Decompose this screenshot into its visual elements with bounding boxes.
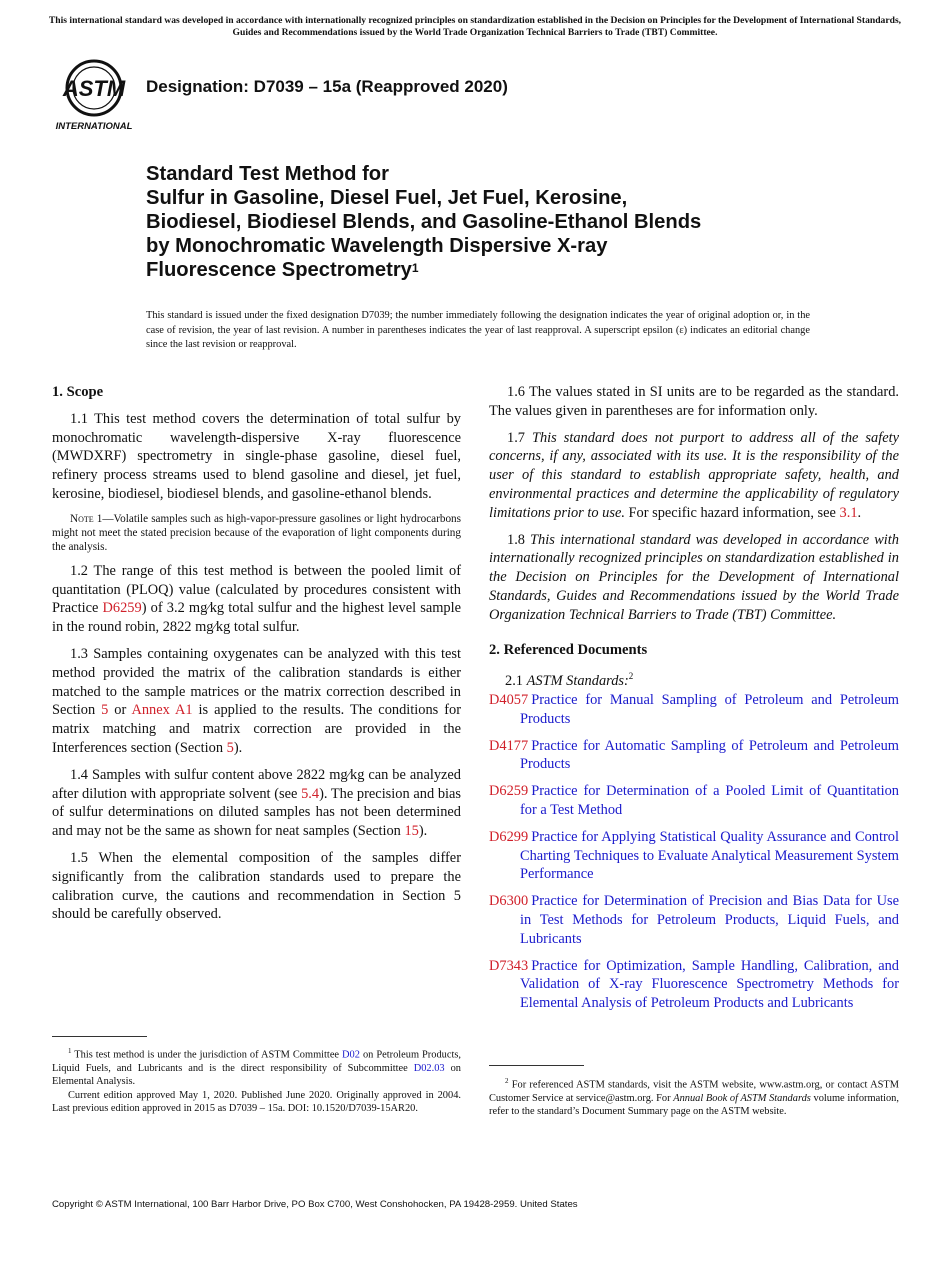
footnote-1-edition: Current edition approved May 1, 2020. Published June 2020. Originally approved in 2004. Last previous edition approved in 2015 as D7039 – 15a. DOI: 10.1520/D7039-15AR20.	[52, 1089, 461, 1115]
title-line-2: Sulfur in Gasoline, Diesel Fuel, Jet Fuel, Kerosine,	[146, 187, 628, 209]
referenced-item	[489, 828, 899, 884]
ref-title-link[interactable]: Practice for Applying Statistical Quality Assurance and Control Charting Techniques to Evaluate Analytical Measurement System Performance	[520, 828, 899, 883]
astm-logo	[54, 58, 134, 132]
footnote-1: $^1$ This test method is under the jurisdiction of ASTM Committee D02 on Petroleum Products, Liquid Fuels, and Lubricants and is the direct responsibility of Subcommittee D02.03 on Elemental Analysis. Current edition approved May 1, 2020. Published June 2020. Originally approved in 2004. Last previous edition approved in 2015 as D7039 – 15a. DOI: 10.1520/D7039-15AR20.	[52, 1047, 461, 1115]
copyright: Copyright © ASTM International, 100 Barr Harbor Drive, PO Box C700, West Conshohocken, PA 19428-2959. United States	[52, 1199, 578, 1210]
referenced-item	[489, 737, 899, 775]
referenced-item	[489, 892, 899, 948]
logo-text: ASTM	[62, 76, 126, 101]
referenced-item	[489, 782, 899, 820]
ref-title-link[interactable]: Practice for Optimization, Sample Handling, Calibration, and Validation of X-ray Fluorescence Spectrometry Methods for Elemental Analysis of Petroleum Products and Lubricants	[520, 957, 899, 1012]
link-section-15[interactable]: 15	[404, 823, 419, 840]
link-d02-03[interactable]: D02.03	[413, 1062, 445, 1074]
ref-code-link[interactable]: D6259	[489, 783, 529, 800]
title-line-4: by Monochromatic Wavelength Dispersive X-ray	[146, 235, 608, 257]
ref-code-link[interactable]: D4057	[489, 691, 529, 708]
ref-code-link[interactable]: D4177	[489, 737, 529, 754]
scope-1-8: 1.8 This international standard was developed in accordance with internationally recognized principles on standardization established in the Decision on Principles for the Development of International Standards, Guides and Recommendations issued by the World Trade Organization Technical Barriers to Trade (TBT) Committee.	[489, 531, 899, 623]
ref-code-link[interactable]: D6299	[489, 828, 529, 845]
title-line-3: Biodiesel, Biodiesel Blends, and Gasoline-Ethanol Blends	[146, 211, 702, 233]
top-notice: This international standard was developed in accordance with internationally recognized principles on standardization established in the Decision on Principles for the Development of International Standards, Guides and Recommendations issued by the World Trade Organization Technical Barriers to Trade (TBT) Committee.	[48, 15, 902, 38]
link-section-5[interactable]: 5	[101, 702, 109, 719]
logo-subtext: INTERNATIONAL	[55, 121, 133, 132]
link-section-5[interactable]: 5	[226, 739, 234, 756]
scope-1-4: 1.4 Samples with sulfur content above 2822 mg∕kg can be analyzed after dilution with appropriate solvent (see 5.4). The precision and bias of sulfur determinations on diluted samples has not been determined and may not be the same as shown for neat samples (Section 15).	[52, 766, 461, 840]
note-1-label: Note 1	[70, 512, 103, 525]
note-1	[52, 512, 461, 554]
referenced-heading: 2. Referenced Documents	[489, 641, 648, 658]
footnote-rule	[52, 1036, 147, 1037]
footnote-rule	[489, 1065, 584, 1066]
ref-code-link[interactable]: D6300	[489, 893, 529, 910]
scope-1-6: 1.6 The values stated in SI units are to be regarded as the standard. The values given in parentheses are for information only.	[489, 384, 899, 419]
scope-1-2: 1.2 The range of this test method is between the pooled limit of quantitation (PLOQ) value (calculated by procedures consistent with Practice D6259) of 3.2 mg∕kg total sulfur and the highest level sample in the round robin, 2822 mg∕kg total sulfur.	[52, 562, 461, 636]
link-d6259[interactable]: D6259	[102, 600, 142, 617]
designation: Designation: D7039 – 15a (Reapproved 2020)	[146, 77, 508, 96]
referenced-item	[489, 691, 899, 729]
issue-note: This standard is issued under the fixed designation D7039; the number immediately following the designation indicates the year of original adoption or, in the case of revision, the year of last revision. A number in parentheses indicates the year of last reapproval. A superscript epsilon (ε) indicates an editorial change since the last revision or reapproval.	[146, 310, 810, 350]
link-5-4[interactable]: 5.4	[301, 785, 320, 802]
scope-1-5: 1.5 When the elemental composition of the samples differ significantly from the calibration standards used to prepare the calibration curve, the cautions and recommendation in Section 5 should be carefully observed.	[52, 849, 461, 923]
footnote-2: $^2$ For referenced ASTM standards, visit the ASTM website, www.astm.org, or contact ASTM Customer Service at service@astm.org. For Annual Book of ASTM Standards volume information, refer to the standard’s Document Summary page on the ASTM website.	[489, 1077, 899, 1118]
link-annex-a1[interactable]: Annex A1	[131, 702, 193, 719]
ref-title-link[interactable]: Practice for Manual Sampling of Petroleum and Petroleum Products	[520, 691, 899, 727]
referenced-intro: 2.1 ASTM Standards:$^2$	[505, 671, 634, 690]
document-title	[146, 162, 866, 282]
scope-1-3: 1.3 Samples containing oxygenates can be analyzed with this test method provided the matrix of the calibration standards is either matched to the sample matrices or the matrix correction described in Section 5 or Annex A1 is applied to the results. The conditions for matrix matching and matrix correction are provided in the Interferences section (Section 5).	[52, 645, 462, 756]
title-footnote-mark: 1	[411, 261, 419, 275]
ref-title-link[interactable]: Practice for Automatic Sampling of Petroleum and Petroleum Products	[520, 737, 899, 773]
note-1-text: —Volatile samples such as high-vapor-pressure gasolines or light hydrocarbons might not meet the stated precision because of the evaporation of light components during the analysis.	[52, 512, 461, 553]
ref-title-link[interactable]: Practice for Determination of a Pooled Limit of Quantitation for a Test Method	[520, 783, 899, 818]
scope-heading: 1. Scope	[52, 384, 104, 400]
left-column	[52, 383, 461, 932]
title-line-1: Standard Test Method for	[146, 163, 389, 185]
right-column	[489, 383, 899, 1021]
referenced-item	[489, 957, 899, 1013]
ref-title-link[interactable]: Practice for Determination of Precision and Bias Data for Use in Test Methods for Petroleum Products, Liquid Fuels, and Lubricants	[520, 893, 899, 947]
link-d02[interactable]: D02	[342, 1049, 360, 1061]
scope-1-7: 1.7 This standard does not purport to address all of the safety concerns, if any, associated with its use. It is the responsibility of the user of this standard to establish appropriate safety, health, and environmental practices and determine the applicability of regulatory limitations prior to use. For specific hazard information, see 3.1.	[489, 429, 899, 521]
title-line-5: Fluorescence Spectrometry	[146, 259, 412, 281]
link-3-1[interactable]: 3.1	[839, 504, 858, 521]
scope-1-1: 1.1 This test method covers the determination of total sulfur by monochromatic wavelength-dispersive X-ray fluorescence (MWDXRF) spectrometry in single-phase gasoline, diesel fuel, refinery process streams used to blend gasoline and diesel, jet fuel, kerosine, biodiesel, biodiesel blends, and gasoline-ethanol blends.	[52, 410, 461, 502]
referenced-list	[489, 691, 899, 1013]
ref-code-link[interactable]: D7343	[489, 957, 529, 974]
